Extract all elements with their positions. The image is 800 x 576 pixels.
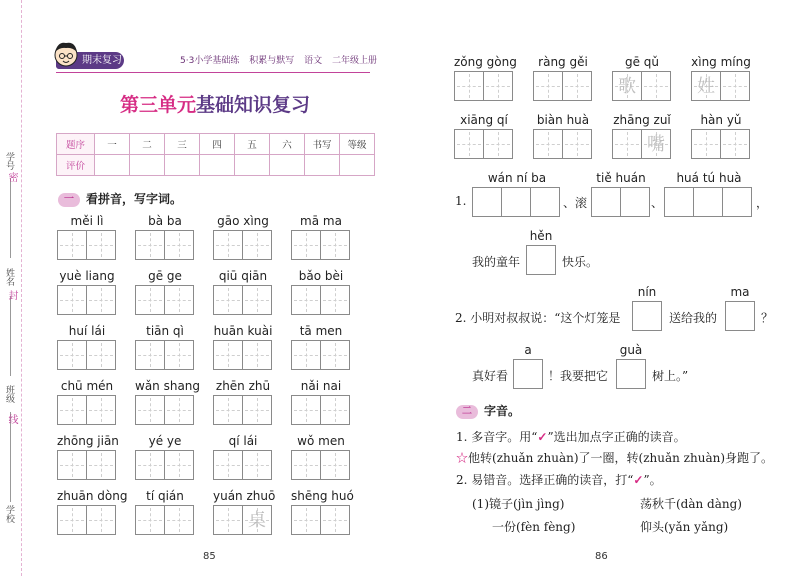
q2-line2-pre: 真好看: [472, 369, 509, 383]
writing-boxes: [691, 71, 749, 101]
binding-label-school: 学校: [4, 505, 14, 523]
writing-box[interactable]: [86, 450, 116, 480]
word-cell: [213, 434, 273, 482]
s2-q2-item-2[interactable]: 荡秋千(dàn dàng): [640, 497, 742, 511]
pinyin-label: qí lái: [228, 434, 258, 448]
word-cell: [57, 214, 117, 262]
guide-character: [58, 341, 86, 369]
guide-character: [292, 396, 320, 424]
guide-character: [292, 451, 320, 479]
binding-strip: [0, 0, 22, 576]
word-cell: [135, 379, 201, 427]
writing-box[interactable]: [291, 395, 321, 425]
q1-text-end: ，: [756, 196, 769, 210]
score-cell[interactable]: [235, 155, 270, 176]
word-cell: [213, 379, 273, 427]
writing-boxes: [57, 505, 115, 535]
pinyin-label: chū mén: [60, 379, 114, 393]
guide-character: [58, 231, 86, 259]
writing-box[interactable]: [242, 450, 272, 480]
writing-box[interactable]: [86, 395, 116, 425]
answer-box[interactable]: [513, 359, 543, 389]
q2-pinyin-nin: nín: [637, 285, 657, 299]
guide-character: [165, 451, 193, 479]
guide-character: [321, 286, 349, 314]
section-badge: 期末复习: [56, 52, 124, 69]
pinyin-label: ràng gěi: [538, 55, 588, 69]
q1-number: 1.: [455, 194, 467, 208]
writing-boxes: [612, 129, 670, 159]
binding-mark-feng: 封: [6, 290, 17, 300]
writing-box[interactable]: [320, 340, 350, 370]
guide-character: [136, 286, 164, 314]
answer-box[interactable]: [632, 301, 662, 331]
writing-box[interactable]: [691, 71, 721, 101]
q2-pinyin-a: a: [524, 343, 532, 357]
word-cell: [213, 324, 273, 372]
guide-character: [321, 231, 349, 259]
word-cell: [291, 214, 351, 262]
guide-character: [292, 286, 320, 314]
q1-pinyin-hen: hěn: [529, 229, 553, 243]
word-cell: [57, 379, 117, 427]
guide-character: [214, 451, 242, 479]
answer-box[interactable]: [616, 359, 646, 389]
s2-q1-instruction: 1. 多音字。用“✓”选出加点字正确的读音。: [456, 430, 686, 444]
guide-character: [214, 396, 242, 424]
writing-boxes: [135, 340, 193, 370]
guide-character: [87, 396, 115, 424]
writing-box[interactable]: [213, 395, 243, 425]
writing-box[interactable]: [135, 505, 165, 535]
guide-character: [136, 231, 164, 259]
writing-box[interactable]: [164, 505, 194, 535]
word-cell: [533, 113, 593, 161]
word-cell: [135, 324, 195, 372]
guide-character: [214, 286, 242, 314]
writing-boxes: [291, 340, 349, 370]
score-cell[interactable]: [305, 155, 340, 176]
answer-box[interactable]: [722, 187, 752, 217]
writing-box[interactable]: [612, 71, 642, 101]
section-1-heading: 一 看拼音，写字词。: [58, 190, 182, 207]
writing-box[interactable]: [533, 129, 563, 159]
writing-boxes: [135, 505, 193, 535]
q2-text-1: 2. 小明对叔叔说：“这个灯笼是: [455, 311, 621, 325]
writing-box[interactable]: [86, 340, 116, 370]
guide-character: [165, 506, 193, 534]
writing-box[interactable]: [720, 129, 750, 159]
book-header: 5·3小学基础练 积累与默写 语文 二年级上册: [180, 56, 377, 66]
guide-character: [214, 231, 242, 259]
writing-box[interactable]: [641, 71, 671, 101]
guide-character: [534, 130, 562, 158]
writing-box[interactable]: [86, 505, 116, 535]
writing-box[interactable]: [135, 230, 165, 260]
guide-character: [243, 451, 271, 479]
writing-box[interactable]: [57, 395, 87, 425]
word-cell: [454, 113, 514, 161]
score-cell[interactable]: [95, 155, 130, 176]
s2-q1-sentence: ☆他转(zhuǎn zhuàn)了一圈，转(zhuǎn zhuàn)身跑了。: [456, 451, 774, 465]
word-cell: [135, 269, 195, 317]
writing-boxes: [291, 505, 349, 535]
guide-character: [484, 130, 512, 158]
writing-box[interactable]: [291, 340, 321, 370]
guide-character: [58, 396, 86, 424]
writing-box[interactable]: [320, 230, 350, 260]
word-cell: [691, 113, 751, 161]
writing-boxes: [454, 129, 512, 159]
pinyin-label: zǒng gòng: [454, 55, 517, 69]
writing-boxes: [57, 340, 115, 370]
guide-character: [136, 341, 164, 369]
writing-box[interactable]: [86, 230, 116, 260]
star-icon: ☆: [456, 451, 469, 465]
q2-line2-mid: ！我要把它: [548, 369, 609, 383]
guide-character: [58, 506, 86, 534]
writing-box[interactable]: [612, 129, 642, 159]
binding-mark-xian: 线: [6, 414, 17, 424]
binding-mark-mi: 密: [6, 172, 17, 182]
binding-line: [10, 412, 11, 502]
answer-box[interactable]: [725, 301, 755, 331]
writing-box[interactable]: [483, 129, 513, 159]
writing-boxes: [533, 129, 591, 159]
q1-pinyin-b: tiě huán: [596, 171, 646, 185]
guide-character: [214, 341, 242, 369]
word-cell: [135, 214, 195, 262]
score-cell[interactable]: [130, 155, 165, 176]
writing-box[interactable]: [320, 450, 350, 480]
score-table-eval-row: 评价: [57, 155, 375, 176]
guide-character: [58, 286, 86, 314]
guide-character: [563, 72, 591, 100]
page-number-right: 86: [595, 551, 608, 562]
pinyin-label: mā ma: [300, 214, 342, 228]
word-cell: [291, 324, 351, 372]
word-cell: [135, 489, 195, 537]
word-cell: [57, 434, 117, 482]
page-title: 第三单元基础知识复习: [119, 94, 311, 116]
pinyin-label: bǎo bèi: [298, 269, 344, 283]
writing-box[interactable]: [164, 285, 194, 315]
writing-boxes: [57, 450, 115, 480]
page-number-left: 85: [203, 551, 216, 562]
writing-boxes: [213, 285, 271, 315]
writing-boxes: [57, 285, 115, 315]
s2-q2-item-4[interactable]: 仰头(yǎn yǎng): [640, 520, 729, 534]
writing-boxes: [213, 395, 271, 425]
guide-character: [692, 130, 720, 158]
writing-box[interactable]: [242, 230, 272, 260]
binding-line: [10, 178, 11, 258]
guide-character: [136, 451, 164, 479]
guide-character: 歌: [618, 76, 636, 97]
guide-character: [455, 130, 483, 158]
writing-box[interactable]: [691, 129, 721, 159]
guide-character: [87, 286, 115, 314]
guide-character: [292, 506, 320, 534]
section-2-heading: 二 字音。: [456, 402, 520, 419]
writing-box[interactable]: [242, 505, 272, 535]
writing-box[interactable]: [641, 129, 671, 159]
q1-line2-post: 快乐。: [562, 255, 599, 269]
pinyin-label: yuè liang: [59, 269, 115, 283]
pinyin-label: huān kuài: [213, 324, 273, 338]
writing-box[interactable]: [135, 285, 165, 315]
guide-character: [321, 506, 349, 534]
writing-box[interactable]: [291, 450, 321, 480]
pinyin-label: tā men: [299, 324, 343, 338]
guide-character: [165, 341, 193, 369]
answer-box[interactable]: [664, 187, 694, 217]
pinyin-label: shēng huó: [291, 489, 354, 503]
score-table: [56, 133, 375, 176]
score-cell[interactable]: [200, 155, 235, 176]
guide-character: [613, 130, 641, 158]
guide-character: [484, 72, 512, 100]
writing-boxes: [135, 450, 193, 480]
guide-character: [87, 231, 115, 259]
pinyin-label: xìng míng: [691, 55, 751, 69]
q1-pinyin-c: huá tú huà: [676, 171, 742, 185]
writing-boxes: [213, 340, 271, 370]
writing-box[interactable]: [57, 340, 87, 370]
guide-character: [58, 451, 86, 479]
writing-boxes: [533, 71, 591, 101]
writing-boxes: [57, 395, 115, 425]
guide-character: [243, 286, 271, 314]
writing-box[interactable]: [213, 505, 243, 535]
writing-boxes: [291, 395, 349, 425]
writing-box[interactable]: [57, 450, 87, 480]
writing-box[interactable]: [454, 129, 484, 159]
guide-character: [165, 286, 193, 314]
word-cell: [291, 379, 351, 427]
writing-box[interactable]: [562, 71, 592, 101]
q1-text-mid2: 、: [651, 196, 664, 210]
writing-box[interactable]: [135, 450, 165, 480]
score-cell[interactable]: [340, 155, 375, 176]
guide-character: 桌: [248, 510, 266, 531]
writing-box[interactable]: [213, 450, 243, 480]
pinyin-label: xiāng qí: [460, 113, 508, 127]
word-cell: [57, 324, 117, 372]
writing-boxes: [291, 450, 349, 480]
pinyin-label: tiān qì: [146, 324, 184, 338]
check-mark-icon: ✓: [537, 430, 548, 444]
writing-box[interactable]: [291, 505, 321, 535]
writing-box[interactable]: [483, 71, 513, 101]
writing-boxes: [213, 230, 271, 260]
writing-box[interactable]: [242, 340, 272, 370]
binding-label-name: 姓名: [4, 268, 14, 286]
writing-boxes: [213, 450, 271, 480]
pinyin-label: wǒ men: [297, 434, 345, 448]
pinyin-label: wǎn shang: [135, 379, 201, 393]
mascot-icon: [52, 40, 80, 70]
writing-box[interactable]: [164, 230, 194, 260]
binding-line: [10, 296, 11, 376]
answer-box[interactable]: [501, 187, 531, 217]
writing-box[interactable]: [164, 450, 194, 480]
writing-box[interactable]: [291, 285, 321, 315]
writing-boxes: [135, 230, 193, 260]
pinyin-label: zhuān dòng: [57, 489, 128, 503]
writing-box[interactable]: [320, 505, 350, 535]
guide-character: [136, 396, 164, 424]
q1-pinyin-a: wán ní ba: [487, 171, 547, 185]
score-cell[interactable]: [165, 155, 200, 176]
word-cell: [533, 55, 593, 103]
guide-character: [455, 72, 483, 100]
q1-text-mid1: 、滚: [563, 196, 588, 210]
writing-box[interactable]: [242, 395, 272, 425]
guide-character: [292, 341, 320, 369]
writing-boxes: [454, 71, 512, 101]
guide-character: [321, 341, 349, 369]
guide-character: [243, 231, 271, 259]
writing-box[interactable]: [86, 285, 116, 315]
answer-box[interactable]: [530, 187, 560, 217]
header-rule: [56, 72, 370, 73]
pinyin-label: zhēn zhū: [215, 379, 271, 393]
q2-text-2: 送给我的: [669, 311, 718, 325]
word-cell: [612, 113, 672, 161]
writing-box[interactable]: [533, 71, 563, 101]
pinyin-label: qiū qiān: [218, 269, 268, 283]
guide-character: [87, 506, 115, 534]
word-cell: [291, 434, 351, 482]
writing-boxes: [612, 71, 670, 101]
s2-q2-instruction: 2. 易错音。选择正确的读音，打“✓”。: [456, 473, 662, 487]
writing-box[interactable]: [320, 395, 350, 425]
pinyin-label: gāo xìng: [217, 214, 269, 228]
writing-box[interactable]: [213, 285, 243, 315]
check-mark-icon: ✓: [633, 473, 644, 487]
answer-box[interactable]: [591, 187, 621, 217]
pinyin-label: zhōng jiān: [57, 434, 119, 448]
word-cell: [213, 214, 273, 262]
writing-box[interactable]: [454, 71, 484, 101]
q1-line2-pre: 我的童年: [472, 255, 521, 269]
q2-pinyin-gua: guà: [619, 343, 643, 357]
guide-character: [534, 72, 562, 100]
guide-character: [243, 396, 271, 424]
word-cell: [57, 269, 117, 317]
score-table-header-row: 题序 一 二 三 四 五 六 书写 等级: [57, 134, 375, 155]
binding-label-class: 班级: [4, 385, 14, 403]
q2-line2-post: 树上。”: [652, 369, 689, 383]
writing-box[interactable]: [213, 340, 243, 370]
answer-box[interactable]: [472, 187, 502, 217]
answer-box[interactable]: [526, 245, 556, 275]
writing-box[interactable]: [164, 340, 194, 370]
pinyin-label: biàn huà: [536, 113, 590, 127]
pinyin-label: yé ye: [148, 434, 182, 448]
guide-character: [563, 130, 591, 158]
pinyin-label: nǎi nai: [300, 379, 342, 393]
pinyin-label: gē ge: [148, 269, 182, 283]
answer-box[interactable]: [620, 187, 650, 217]
guide-character: [87, 451, 115, 479]
word-cell: [213, 489, 276, 537]
writing-box[interactable]: [720, 71, 750, 101]
s2-q2-item-1[interactable]: (1)镜子(jìn jìng): [472, 497, 565, 511]
binding-label-student-id: 学号: [4, 152, 14, 170]
word-cell: [291, 269, 351, 317]
word-cell: [454, 55, 517, 103]
writing-box[interactable]: [213, 230, 243, 260]
guide-character: [243, 341, 271, 369]
pinyin-label: yuán zhuō: [213, 489, 276, 503]
pinyin-label: bà ba: [148, 214, 182, 228]
pinyin-label: gē qǔ: [624, 55, 660, 69]
writing-box[interactable]: [164, 395, 194, 425]
writing-box[interactable]: [242, 285, 272, 315]
pinyin-label: hàn yǔ: [700, 113, 742, 127]
answer-box[interactable]: [693, 187, 723, 217]
guide-character: [214, 506, 242, 534]
writing-box[interactable]: [57, 285, 87, 315]
writing-box[interactable]: [135, 395, 165, 425]
writing-box[interactable]: [57, 505, 87, 535]
word-cell: [691, 55, 751, 103]
guide-character: [721, 72, 749, 100]
writing-boxes: [291, 285, 349, 315]
word-cell: [57, 489, 128, 537]
guide-character: 姓: [697, 76, 715, 97]
writing-box[interactable]: [291, 230, 321, 260]
guide-character: [321, 396, 349, 424]
writing-boxes: [691, 129, 749, 159]
pinyin-label: huí lái: [68, 324, 106, 338]
guide-character: [321, 451, 349, 479]
pinyin-label: zhāng zuǐ: [613, 113, 671, 127]
guide-character: [136, 506, 164, 534]
writing-box[interactable]: [320, 285, 350, 315]
writing-box[interactable]: [57, 230, 87, 260]
guide-character: [642, 72, 670, 100]
writing-boxes: [135, 395, 193, 425]
guide-character: 嘴: [647, 134, 665, 155]
writing-boxes: [135, 285, 193, 315]
writing-box[interactable]: [135, 340, 165, 370]
word-cell: [135, 434, 195, 482]
q2-text-3: ？: [761, 311, 774, 325]
q2-pinyin-ma: ma: [730, 285, 750, 299]
writing-boxes: [213, 505, 271, 535]
writing-boxes: [291, 230, 349, 260]
guide-character: [165, 396, 193, 424]
word-cell: [612, 55, 672, 103]
guide-character: [292, 231, 320, 259]
guide-character: [721, 130, 749, 158]
guide-character: [87, 341, 115, 369]
s2-q2-item-3[interactable]: 一份(fèn fèng): [492, 520, 576, 534]
word-cell: [213, 269, 273, 317]
guide-character: [165, 231, 193, 259]
pinyin-label: tí qián: [146, 489, 184, 503]
pinyin-label: měi lì: [70, 214, 104, 228]
writing-box[interactable]: [562, 129, 592, 159]
writing-boxes: [57, 230, 115, 260]
word-cell: [291, 489, 354, 537]
score-cell[interactable]: [270, 155, 305, 176]
